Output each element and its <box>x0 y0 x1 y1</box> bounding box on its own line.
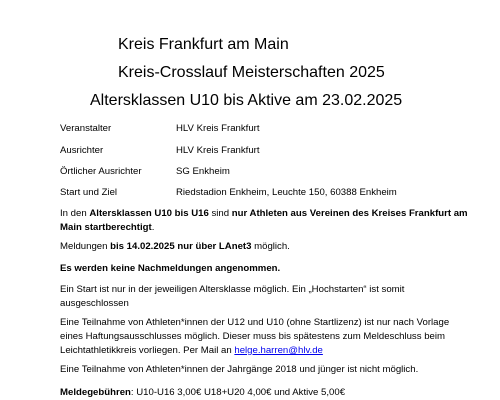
bold-text: Altersklassen U10 bis U16 <box>89 208 209 219</box>
paragraph-eligibility <box>60 207 472 235</box>
info-row-start-finish <box>60 187 480 201</box>
bold-text: nur Athleten aus Vereinen des Kreises Frankfurt am Main startberechtigt <box>60 208 468 233</box>
info-value: HLV Kreis Frankfurt <box>176 123 260 134</box>
info-row-local-host <box>60 166 480 180</box>
info-value: Riedstadion Enkheim, Leuchte 150, 60388 Enkheim <box>176 187 397 198</box>
paragraph-age-class-rule: Ein Start ist nur in der jeweiligen Altersklasse möglich. Ein „Hochstarten“ ist somit ausgeschlossen <box>60 284 405 309</box>
text: Meldungen <box>60 241 111 252</box>
paragraph-liability-waiver <box>60 316 472 358</box>
paragraph-birth-year-rule: Eine Teilnahme von Athleten*innen der Jahrgänge 2018 und jünger ist nicht möglich. <box>60 364 419 375</box>
info-label: Ausrichter <box>60 145 104 156</box>
paragraph-no-late-entries: Es werden keine Nachmeldungen angenommen. <box>60 263 281 274</box>
text: . <box>151 222 155 233</box>
heading-district: Kreis Frankfurt am Main <box>118 36 289 53</box>
heading-championship: Kreis-Crosslauf Meisterschaften 2025 <box>118 64 385 81</box>
info-row-host <box>60 145 480 159</box>
bold-text: Meldegebühren <box>60 387 131 398</box>
text: In den <box>60 208 90 219</box>
bold-text: bis 14.02.2025 nur über LAnet3 <box>110 241 252 252</box>
info-label: Veranstalter <box>60 123 112 134</box>
info-value: HLV Kreis Frankfurt <box>176 145 260 156</box>
text: sind <box>208 208 232 219</box>
text: : U10-U16 3,00€ U18+U20 4,00€ und Aktive 5,00€ <box>130 387 346 398</box>
text: Eine Teilnahme von Athleten*innen der U12 und U10 (ohne Startlizenz) ist nur nach Vorlage eines Haftungsausschlusses möglich. Dieser muss bis spätestens zum Meldeschluss beim Leichtathletikkreis vorliegen. Per Mail an <box>60 317 450 356</box>
heading-age-classes: Altersklassen U10 bis Aktive am 23.02.2025 <box>90 92 403 109</box>
email-link[interactable]: helge.harren@hlv.de <box>234 345 323 356</box>
info-row-organizer <box>60 123 480 137</box>
info-label: Start und Ziel <box>60 187 118 198</box>
paragraph-registration <box>60 240 472 254</box>
paragraph-fees <box>60 386 472 400</box>
text: möglich. <box>251 241 290 252</box>
info-label: Örtlicher Ausrichter <box>60 166 142 177</box>
info-value: SG Enkheim <box>176 166 230 177</box>
